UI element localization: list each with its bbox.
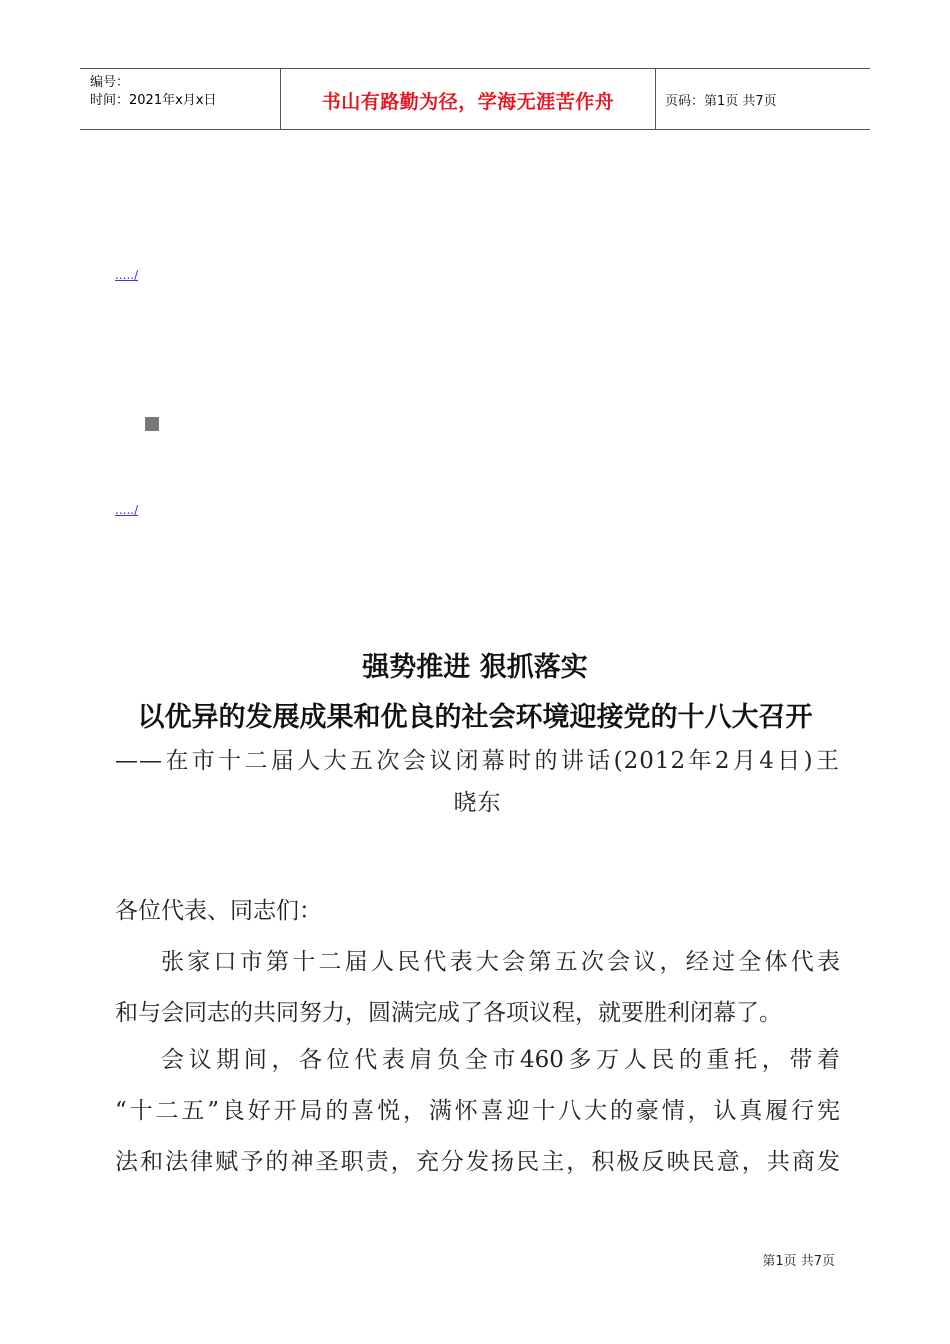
- header-page-info: 页码：第1页 共7页: [665, 94, 777, 109]
- page-header: [80, 68, 870, 130]
- paragraph-2-line-1: 会议期间，各位代表肩负全市460多万人民的重托，带着: [161, 1047, 840, 1073]
- header-page-cell: [655, 69, 870, 129]
- number-label: 编号：: [90, 75, 130, 90]
- salutation: [115, 886, 840, 937]
- paragraph-1-line-2: 和与会同志的共同努力，圆满完成了各项议程，就要胜利闭幕了。: [115, 1000, 782, 1026]
- paragraph-2-line-2: “十二五”良好开局的喜悦，满怀喜迎十八大的豪情，认真履行宪: [115, 1098, 840, 1124]
- subtitle-line-1: ——在市十二届人大五次会议闭幕时的讲话(2012年2月4日)王: [115, 748, 840, 774]
- header-motto: 书山有路勤为径，学海无涯苦作舟: [321, 91, 615, 113]
- paragraph-2: [115, 1035, 840, 1188]
- doc-title-1: 强势推进 狠抓落实: [362, 652, 588, 683]
- header-info-cell: [80, 69, 280, 129]
- doc-title-2: 以优异的发展成果和优良的社会环境迎接党的十八大召开: [137, 702, 813, 733]
- page-footer: 第1页 共7页: [762, 1254, 835, 1269]
- header-motto-cell: [280, 69, 656, 129]
- subtitle-line-2: 晓东: [453, 790, 502, 816]
- doc-subtitle: [115, 740, 840, 824]
- paragraph-1-line-1: 张家口市第十二届人民代表大会第五次会议，经过全体代表: [161, 949, 840, 975]
- salutation-text: 各位代表、同志们：: [115, 898, 322, 924]
- dots-link-2[interactable]: ...../: [115, 503, 139, 517]
- paragraph-1: [115, 937, 840, 1039]
- paragraph-2-line-3: 法和法律赋予的神圣职责，充分发扬民主，积极反映民意，共商发: [115, 1149, 840, 1175]
- dots-link-1[interactable]: ...../: [115, 268, 139, 282]
- gray-square-icon: [145, 417, 159, 431]
- time-label: 时间：2021年x月x日: [90, 93, 217, 108]
